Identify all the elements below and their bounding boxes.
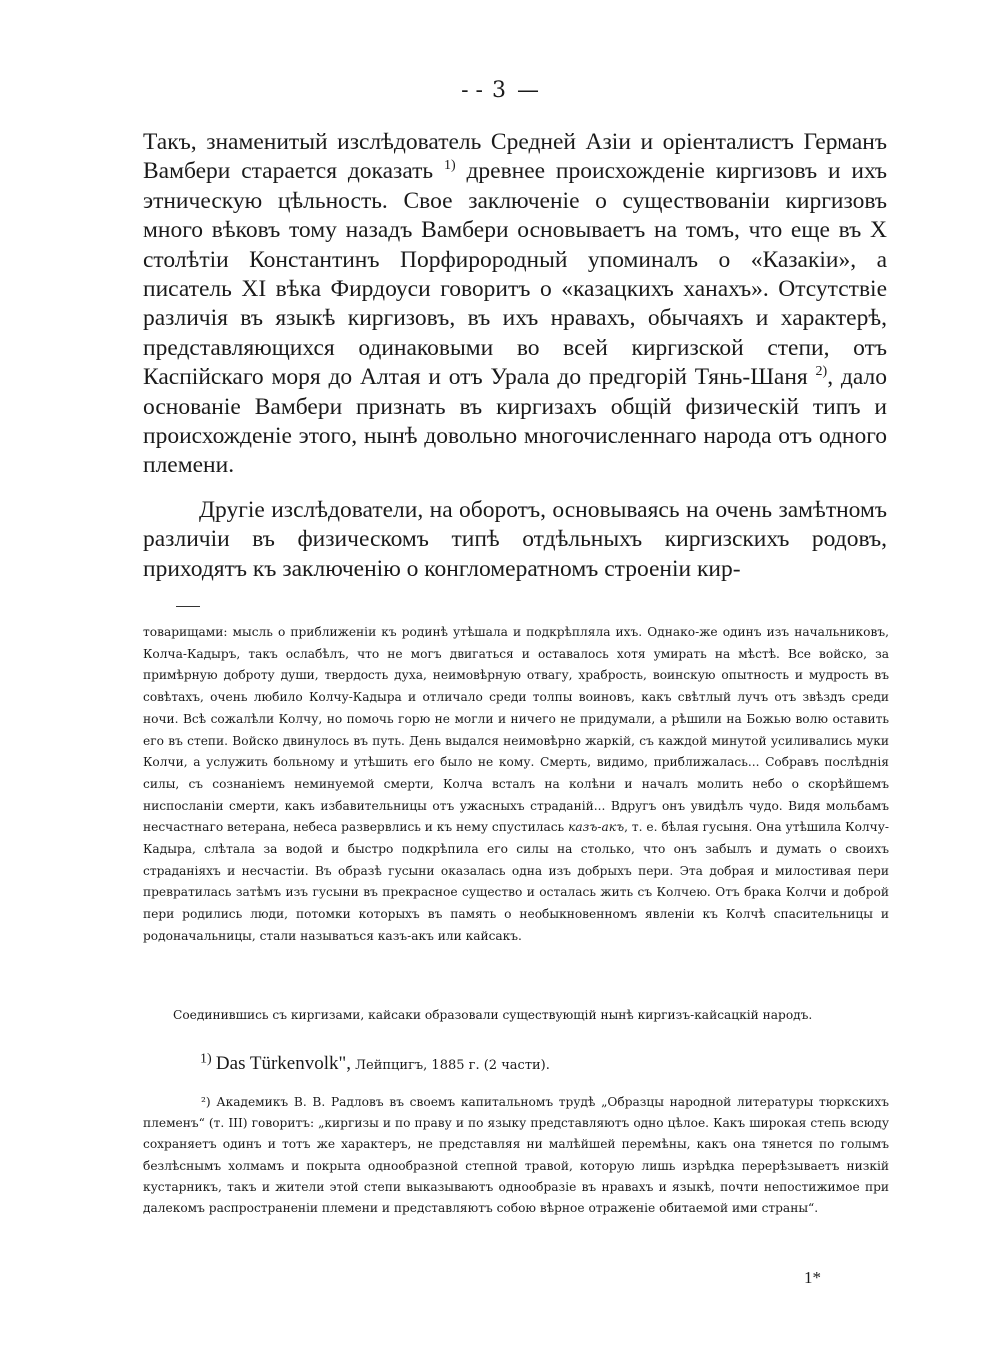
footnote-continuation-text-a: товарищами: мысль о приближеніи къ родинѣ утѣшала и подкрѣпляла ихъ. Однако-же одинъ изъ начальниковъ, Колча-Кадыръ, такъ ослабѣлъ, что не могъ двигаться и оставалось хотя умирать на мѣстѣ. Все войско, за примѣрную доброту души, твердость духа, неимовѣрную отвагу, храбрость, воинскую опытность и мудрость въ совѣтахъ, очень любило Колчу-Кадыра и отличало среди толпы воиновъ, какъ свѣтлый лучъ отъ звѣздъ среди ночи. Всѣ сожалѣли Колчу, но помочь горю не могли и ничего не придумали, а рѣшили на Божью волю оставить его въ степи. Войско двинулось въ путь. День выдался неимовѣрно жаркій, съ каждой минутой усиливались муки Колчи, а услужить больному и утѣшить его было не кому. Смерть, видимо, приближалась... Собравъ послѣднія силы, съ сознаніемъ неминуемой смерти, Колча всталъ на колѣни и началъ молить небо о скорѣйшемъ ниспосланіи смерти, какъ избавительницы отъ ужасныхъ страданій... Вдругъ онъ увидѣлъ чудо. Видя мольбамъ несчастнаго ветерана, небеса развервлись и къ нему спустилась bbox=[143, 625, 889, 835]
footnote-1-rest: Лейпцигъ, 1885 г. (2 части). bbox=[351, 1058, 550, 1073]
footnote-italic-term: казъ-акъ bbox=[568, 820, 625, 835]
paragraph-1-text-c: , дало основаніе Вамбери признать въ киргизахъ общій физическій типъ и происхожденіе этого, нынѣ довольно многочисленнаго народа отъ одного племени. bbox=[143, 364, 887, 479]
footnote-1-title: Das Türkenvolk bbox=[215, 1053, 339, 1074]
signature-mark: 1* bbox=[804, 1268, 821, 1287]
paragraph-1-text-b: древнее происхожденіе киргизовъ и ихъ этническую цѣльность. Свое заключеніе о существованіи киргизовъ много вѣковъ тому назадъ Вамбери основываетъ на томъ, что еще въ X столѣтіи Константинъ Порфирородный упоминалъ о «Казакіи», а писатель XI вѣка Фирдоуси говоритъ о «казацкихъ ханахъ». Отсутствіе различія въ языкѣ киргизовъ, въ ихъ нравахъ, обычаяхъ и характерѣ, представляющихся одинаковыми во всей киргизской степи, отъ Каспійскаго моря до Алтая и отъ Урала до предгорій Тянь-Шаня bbox=[143, 158, 888, 391]
main-paragraph-2: Другіе изслѣдователи, на оборотъ, основываясь на очень замѣтномъ различіи въ физическомъ типѣ отдѣльныхъ киргизскихъ родовъ, приходятъ къ заключенію о конгломератномъ строеніи кир- bbox=[143, 497, 887, 582]
paragraph-1-text-a: Такъ, знаменитый изслѣдователь Средней Азіи и оріенталистъ Германъ Вамбери старается доказать bbox=[143, 129, 887, 185]
footnote-continuation-last: Соединившись съ киргизами, кайсаки образовали существующій нынѣ киргизъ-кайсацкій народъ. bbox=[173, 1008, 813, 1022]
footnote-continuation-text-b: , т. е. бѣлая гусыня. Она утѣшила Колчу-Кадыра, слѣтала за водой и быстро подкрѣпила его силы на столько, что онъ забылъ и думать о своихъ страданіяхъ и несчастіи. Въ образѣ гусыни оказалась одна изъ добрыхъ пери. Эта добрая и милостивая пери превратилась затѣмъ изъ гусыни въ прекрасное существо и осталась жить съ Колчею. Отъ брака Колчи и доброй пери родились люди, потомки которыхъ въ память о необыкновенномъ явленіи къ Колчѣ спасительницы и родоначальницы, стали называться казъ-акъ или кайсакъ. bbox=[143, 820, 889, 943]
footnote-ref-2: 2) bbox=[815, 364, 828, 380]
footnote-1 bbox=[200, 1053, 550, 1075]
footnote-2: ²) Академикъ В. В. Радловъ въ своемъ капитальномъ трудѣ „Образцы народной литературы тюркскихъ племенъ“ (т. III) говоритъ: „киргизы и по праву и по языку представляютъ одно цѣлое. Какъ широкая степь всюду сохраняетъ одинъ и тотъ же характеръ, не представляя ни малѣйшей перемѣны, какъ она тянется по голымъ безлѣснымъ холмамъ и покрыта однообразной степной травой, которую лишь изрѣдка перерѣзываетъ низкій кустарникъ, такъ и жители этой степи выказываютъ однообразіе въ нравахъ и языкѣ, почти непостижимое при далекомъ распространеніи племени и представляютъ собою вѣрное отраженіе обитаемой ими страны“. bbox=[143, 1095, 889, 1216]
footnote-continuation bbox=[143, 622, 889, 948]
page-number-value: 3 bbox=[491, 78, 508, 103]
footnote-1-quote: ", bbox=[338, 1053, 352, 1074]
page-number-dash-right: — bbox=[516, 78, 539, 103]
page-number bbox=[0, 78, 1000, 103]
footnote-1-ref: 1) bbox=[200, 1051, 212, 1067]
page-number-dashes: - - bbox=[461, 78, 483, 103]
footnote-divider bbox=[176, 606, 200, 607]
main-paragraph-1 bbox=[143, 128, 887, 481]
footnote-ref-1: 1) bbox=[443, 158, 456, 174]
